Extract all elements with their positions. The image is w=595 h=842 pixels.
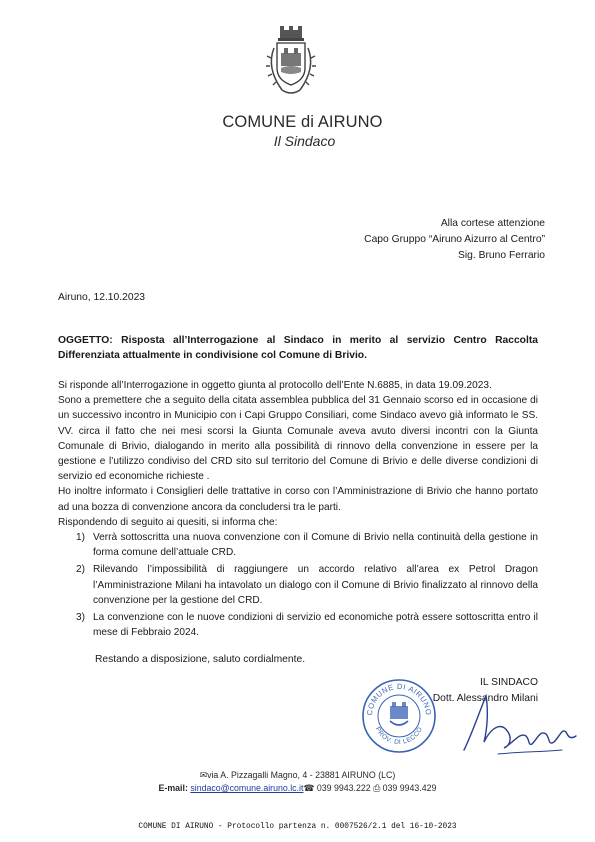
body-paragraph-1: Si risponde all’Interrogazione in oggetto giunta al protocollo dell’Ente N.6885, in data 19.09.2023. — [58, 380, 492, 391]
recipient-line-1: Alla cortese attenzione — [440, 218, 545, 229]
footer-address: via A. Pizzagalli Magno, 4 - 23881 AIRUNO (LC) — [207, 770, 396, 780]
footer-address-line — [0, 769, 595, 782]
list-item — [58, 610, 538, 640]
letter-body — [58, 378, 538, 642]
body-paragraph-2: Sono a premettere che a seguito della citata assemblea pubblica del 31 Gennaio scorso ed in occasione di un successivo incontro in Municipio con i Capi Gruppo Consiliari, come Sindaco avevo già informato le SS. VV. circa il fatto che nei mesi scorsi la Giunta Comunale aveva avuto diversi incontri con la Giunta Comunale di Brivio, dialogando in merito alla possibilità di rinnovo della convenzione in essere per la gestione e l’utilizzo condiviso del CRD sito sul territorio del Comune di Brivio e delle diverse condizioni di servizio ed economiche richieste . — [58, 395, 538, 483]
body-paragraph-4: Rispondendo di seguito ai quesiti, si informa che: — [58, 516, 278, 528]
subject-line: OGGETTO: Risposta all’Interrogazione al Sindaco in merito al servizio Centro Raccolta Differenziata attualmente in condivisione col Comune di Brivio. — [58, 335, 538, 361]
answers-list — [58, 530, 538, 640]
signer-title: IL SINDACO — [480, 677, 538, 688]
footer — [0, 769, 595, 795]
body-paragraph-3: Ho inoltre informato i Consiglieri delle trattative in corso con l’Amministrazione di Brivio che hanno portato ad una bozza di convenzione ancora da concludersi tra le parti. — [58, 486, 538, 513]
handwritten-signature — [458, 688, 578, 760]
svg-text:PROV. DI LECCO: PROV. DI LECCO — [373, 725, 425, 747]
recipient-line-2: Capo Gruppo “Airuno Aizurro al Centro” — [364, 234, 545, 245]
municipal-crest-icon — [262, 24, 320, 102]
recipient-block — [364, 216, 545, 264]
fax-icon: ⎙ — [373, 783, 381, 793]
answer-number: 1) — [76, 532, 85, 544]
official-stamp-icon — [360, 677, 438, 755]
date-line: Airuno, 12.10.2023 — [58, 292, 146, 303]
signer-name: Dott. Alessandro Milani — [432, 693, 538, 704]
answer-text: Verrà sottoscritta una nuova convenzione con il Comune di Brivio nella continuità della gestione in forma comune dell’attuale CRD. — [93, 532, 538, 559]
fax-number: 039 9943.429 — [382, 783, 437, 793]
closing-line: Restando a disposizione, saluto cordialmente. — [95, 654, 306, 665]
comune-name: COMUNE di AIRUNO — [222, 113, 383, 131]
header-title-block — [0, 113, 595, 132]
svg-text:COMUNE DI AIRUNO: COMUNE DI AIRUNO — [364, 681, 434, 716]
answer-text: Rilevando l’impossibilità di raggiungere un accordo relativo all’area ex Petrol Dragon l’Amministrazione Milani ha intavolato un dialogo con il Comune di Brivio finalizzato al rinnovo della convenzione per la gestione del CRD. — [93, 564, 538, 606]
phone-number: 039 9943.222 — [316, 783, 371, 793]
answer-number: 2) — [76, 564, 85, 576]
answer-text: La convenzione con le nuove condizioni di servizio ed economiche potrà essere sottoscritta entro il mese di Febbraio 2024. — [93, 612, 538, 639]
list-item — [58, 530, 538, 560]
email-link[interactable]: sindaco@comune.airuno.lc.it — [190, 783, 304, 793]
protocol-line: COMUNE DI AIRUNO - Protocollo partenza n. 0007526/2.1 del 16-10-2023 — [138, 823, 457, 831]
sindaco-subtitle: Il Sindaco — [273, 133, 336, 149]
recipient-line-3: Sig. Bruno Ferrario — [458, 250, 545, 261]
footer-contact-line — [0, 782, 595, 795]
telephone-icon: ☎ — [303, 783, 315, 793]
answer-number: 3) — [76, 612, 85, 624]
email-label: E-mail: — [158, 783, 188, 793]
envelope-icon: ✉ — [199, 770, 208, 780]
list-item — [58, 562, 538, 608]
